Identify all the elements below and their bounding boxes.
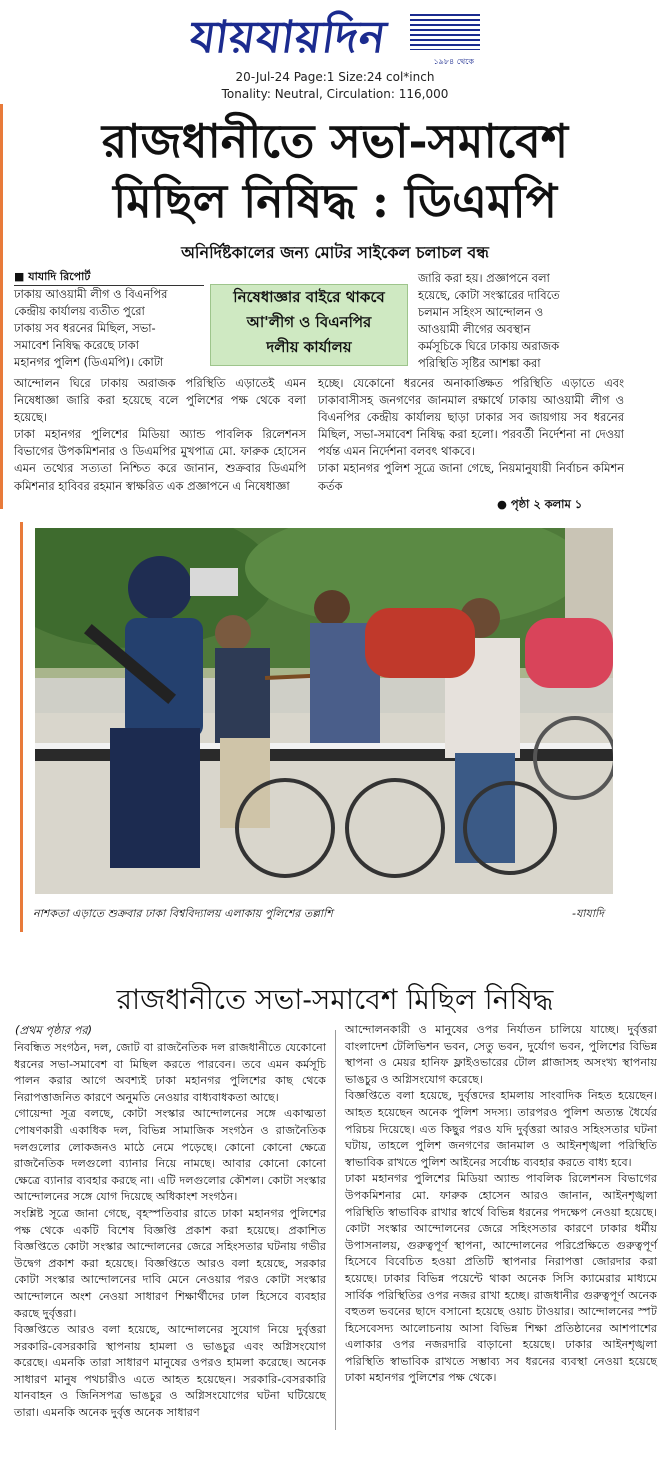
highlight-line: দলীয় কার্যালয় xyxy=(266,338,352,356)
paragraph: সংশ্লিষ্ট সূত্রে জানা গেছে, বৃহস্পতিবার রাতে ঢাকা মহানগর পুলিশের পক্ষ থেকে একটি বিশেষ বিজ্ঞপ্তি প্রকাশ করা হয়েছে। প্রকাশিত বিজ্ঞপ্তিতে কোটা সংস্কার আন্দোলনের জেরে সহিংসতার ঘটনায় গভীর উদ্বেগ প্রকাশ করা হয়েছে। বিজ্ঞপ্তিতে আরও বলা হয়েছে, সরকার কোটা সংস্কার আন্দোলনের দাবি মেনে নেওয়ার পরও কোটা সংস্কার আন্দোলনে অংশ নেওয়া সাধারণ শিক্ষার্থীদের ঢাল হিসেবে ব্যবহার করছে দুর্বৃত্তরা। xyxy=(14,1206,326,1320)
highlight-box xyxy=(210,284,408,366)
continuation-headline: রাজধানীতে সভা-সমাবেশ মিছিল নিষিদ্ধ xyxy=(116,983,554,1016)
deck: অনির্দিষ্টকালের জন্য মোটর সাইকেল চলাচল বন্ধ xyxy=(181,243,489,262)
accent-line-top xyxy=(0,104,3,509)
col1-line: সমাবেশ নিষিদ্ধ করেছে ঢাকা xyxy=(14,338,139,353)
logo-tagline: ১৯৮৪ থেকে xyxy=(433,57,474,66)
continuation-right-column xyxy=(345,1022,657,1387)
paragraph: আন্দোলনকারী ও মানুষের ওপর নির্যাতন চালিয়ে যাচ্ছে। দুর্বৃত্তরা বাংলাদেশ টেলিভিশন ভবন, সেতু ভবন, দুর্যোগ ভবন, পুলিশের বিভিন্ন স্থাপনা ও মেয়র হানিফ ফ্লাইওভারের টোল প্লাজাসহ অসংখ্য স্থাপনায় ভাঙচুর ও অগ্নিসংযোগ করেছে। xyxy=(345,1023,657,1086)
paragraph: গোয়েন্দা সূত্র বলছে, কোটা সংস্কার আন্দোলনের সঙ্গে একাত্মতা পোষণকারী একাধিক দল, বিভিন্ন সামাজিক সংগঠন ও রাজনৈতিক দলগুলোর লোকজনও মাঠে নেমে পড়েছে। কোনো কোনো ক্ষেত্রে রাজনৈতিক দলগুলো ব্যানার নিয়ে নামছে। আবার কোনো কোনো ক্ষেত্রে ব্যানার ব্যবহার করছে না। এটি দলগুলোর কৌশল। কোটা সংস্কার আন্দোলনের সঙ্গে যোগ দিয়েছে অধিকাংশ সংগঠন। xyxy=(14,1107,326,1204)
paragraph: ঢাকা মহানগর পুলিশের মিডিয়া অ্যান্ড পাবলিক রিলেশনস বিভাগের উপকমিশনার ও ডিএমপির মুখপাত্র মো. ফারুক হোসেন এমন তথ্যের সত্যতা নিশ্চিত করে জানান, শুক্রবার ডিএমপি কমিশনার হাবিবর রহমান স্বাক্ষরিত এক প্রজ্ঞাপনে এ নিষেধাজ্ঞা xyxy=(14,427,306,493)
newspaper-logo xyxy=(186,4,480,66)
headline-line1: রাজধানীতে সভা-সমাবেশ xyxy=(101,114,569,168)
highlight-line: আ'লীগ ও বিএনপির xyxy=(246,313,372,331)
col3-line: চলমান সহিংস আন্দোলন ও xyxy=(418,305,544,320)
highlight-line: নিষেধাজ্ঞার বাইরে থাকবে xyxy=(233,288,385,306)
photo-credit: -যাযাদি xyxy=(572,907,604,920)
col1-line: ঢাকায় আওয়ামী লীগ ও বিএনপির xyxy=(14,287,168,302)
paragraph: হচ্ছে। যেকোনো ধরনের অনাকাঙ্ক্ষিত পরিস্থিতি এড়াতে এবং ঢাকাবাসীসহ জনগণের জানমাল রক্ষার্থে ঢাকায় আওয়ামী লীগ ও বিএনপির কেন্দ্রীয় কার্যালয় ছাড়া ঢাকার সব জায়গায় সব ধরনের মিছিল, সভা-সমাবেশ নিষিদ্ধ করা হলো। পরবর্তী নির্দেশনা না দেওয়া পর্যন্ত এমন নির্দেশনা বলবৎ থাকবে। xyxy=(318,376,624,459)
col3-line: হয়েছে, কোটা সংস্কারের দাবিতে xyxy=(418,288,560,303)
col3-line: জারি করা হয়। প্রজ্ঞাপনে বলা xyxy=(418,271,550,285)
paragraph: বিজ্ঞপ্তিতে বলা হয়েছে, দুর্বৃত্তদের হামলায় সাংবাদিক নিহত হয়েছেন। আহত হয়েছেন অনেক পুলিশ সদস্য। তারপরও পুলিশ অত্যন্ত ধৈর্যের পরিচয় দিয়েছে। এত কিছুর পরও যদি দুর্বৃত্তরা আরও সহিংসতার ঘটনা ঘটায়, তাহলে পুলিশ জনগণের জানমাল ও আইনশৃঙ্খলা পরিস্থিতি স্বাভাবিক রাখতে পুলিশ আইনের সর্বোচ্চ ব্যবহার করতে বাধ্য হবে। xyxy=(345,1089,657,1169)
accent-line-photo xyxy=(20,522,23,932)
continuation-left-column xyxy=(14,1040,326,1422)
article-lower-right xyxy=(318,375,624,495)
jump-to-page: ● পৃষ্ঠা ২ কলাম ১ xyxy=(497,497,583,511)
byline: ■ যাযাদি রিপোর্ট xyxy=(14,268,204,286)
col1-line: মহানগর পুলিশ (ডিএমপি)। কোটা xyxy=(14,355,164,370)
col1-line: ঢাকায় সব ধরনের মিছিল, সভা- xyxy=(14,321,156,336)
article-lower-left xyxy=(14,375,306,495)
col3-line: কর্মসূচিকে ঘিরে ঢাকায় অরাজক xyxy=(418,339,560,354)
column-separator xyxy=(335,1030,336,1430)
headline-line2: মিছিল নিষিদ্ধ : ডিএমপি xyxy=(113,174,557,228)
logo-stripes xyxy=(410,14,480,50)
article-column-1 xyxy=(14,268,204,372)
paragraph: নিবন্ধিত সংগঠন, দল, জোট বা রাজনৈতিক দল রাজধানীতে যেকোনো ধরনের সভা-সমাবেশ বা মিছিল করতে পারবেন। তবে এমন কর্মসূচি পালন করার আগে অবশ্যই ঢাকা মহানগর পুলিশের কাছ থেকে নিরাপত্তাজনিত কারণে অনুমতি নেওয়ার বাধ্যবাধকতা আছে। xyxy=(14,1041,326,1104)
col3-line: আওয়ামী লীগের অবস্থান xyxy=(418,322,531,337)
continued-from: (প্রথম পৃষ্ঠার পর) xyxy=(15,1023,93,1037)
paragraph: ঢাকা মহানগর পুলিশের মিডিয়া অ্যান্ড পাবলিক রিলেশনস বিভাগের উপকমিশনার মো. ফারুক হোসেন আরও জানান, আইনশৃঙ্খলা পরিস্থিতি স্বাভাবিক রাখার স্বার্থে বিভিন্ন ধরনের পদক্ষেপ নেওয়া হয়েছে। কোটা সংস্কার আন্দোলনের জেরে সহিংসতার কারণে ঢাকার ধর্মীয় উপাসনালয়, গুরুত্বপূর্ণ স্থাপনা, আন্দোলনের পরিপ্রেক্ষিতে গুরুত্বপূর্ণ হিসেবে বিবেচিত হওয়া প্রতিটি স্থাপনার নিরাপত্তা জোরদার করা হয়েছে। ঢাকার বিভিন্ন পয়েন্টে থাকা অনেক সিসি ক্যামেরার মাধ্যমে সার্বিক পরিস্থিতির ওপর নজর রাখা হচ্ছে। রাজধানীর গুরুত্বপূর্ণ অনেক বহুতল ভবনের ছাদে বসানো হয়েছে ওয়াচ টাওয়ার। আন্দোলনের স্পট হিসেবেসদ্য আলোচনায় আসা বিভিন্ন শিক্ষা প্রতিষ্ঠানের আশপাশের এলাকার ওপর নজরদারি বাড়ানো হয়েছে। ঢাকার আইনশৃঙ্খলা পরিস্থিতি স্বাভাবিক রাখতে সম্ভাব্য সব ধরনের ব্যবস্থা নেওয়া হয়েছে ঢাকা মহানগর পুলিশের পক্ষ থেকে। xyxy=(345,1172,657,1385)
paragraph: বিজ্ঞপ্তিতে আরও বলা হয়েছে, আন্দোলনের সুযোগ নিয়ে দুর্বৃত্তরা সরকারি-বেসরকারি স্থাপনায় হামলা ও ভাঙচুর এবং অগ্নিসংযোগ করেছে। এমনকি তারা সাধারণ মানুষের ওপরও হামলা করেছে। অনেক সাধারণ মানুষ পথচারীও এতে আহত হয়েছেন। সরকারি-বেসরকারি যানবাহন ও জিনিসপত্র ভাঙচুর ও অগ্নিসংযোগের ঘটনা ঘটিয়েছে তারা। এমনকি অনেক দুর্বৃত্ত অনেক সাধারণ xyxy=(14,1323,326,1420)
logo-text: যায়যায়দিন xyxy=(186,12,391,63)
clipping-meta-line1: 20-Jul-24 Page:1 Size:24 col*inch xyxy=(235,70,435,84)
byline-text: যাযাদি রিপোর্ট xyxy=(28,270,91,283)
news-photo xyxy=(35,528,613,894)
photo-illustration xyxy=(35,528,613,894)
clipping-meta-line2: Tonality: Neutral, Circulation: 116,000 xyxy=(221,87,449,101)
col3-line: পরিস্থিতি সৃষ্টির আশঙ্কা করা xyxy=(418,356,541,371)
photo-caption: নাশকতা এড়াতে শুক্রবার ঢাকা বিশ্ববিদ্যালয় এলাকায় পুলিশের তল্লাশি xyxy=(33,907,333,920)
article-column-3 xyxy=(418,270,624,373)
paragraph: আন্দোলন ঘিরে ঢাকায় অরাজক পরিস্থিতি এড়াতেই এমন নিষেধাজ্ঞা জারি করা হয়েছে বলে পুলিশের পক্ষ থেকে বলা হয়েছে। xyxy=(14,376,306,425)
masthead xyxy=(0,0,670,105)
paragraph: ঢাকা মহানগর পুলিশ সূত্রে জানা গেছে, নিয়মানুযায়ী নির্বাচন কমিশন কর্তক xyxy=(318,461,624,493)
col1-line: কেন্দ্রীয় কার্যালয় ব্যতীত পুরো xyxy=(14,304,145,319)
